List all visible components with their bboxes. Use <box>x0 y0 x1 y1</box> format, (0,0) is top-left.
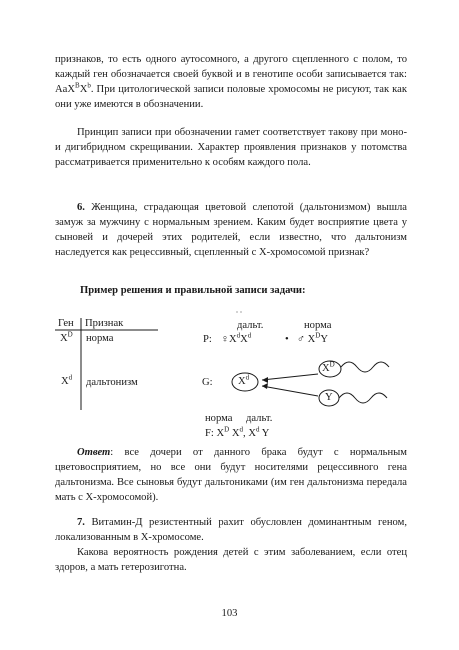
answer-label: Ответ <box>77 447 111 458</box>
table-header-trait: Признак <box>85 318 124 329</box>
gamete-male-xd: $X^D$ <box>322 360 335 374</box>
f-offspring: F: $X^D$ $X^d$, $X^d$ Y <box>205 425 270 439</box>
label-colorblind-parent: дальт. <box>237 320 264 331</box>
cross-dot: • <box>285 334 289 345</box>
p-label: P: <box>203 334 212 345</box>
label-normal-parent: норма <box>304 320 332 331</box>
male-genotype: ♂ $X^DY$ <box>297 331 328 345</box>
male-icon: ♂ <box>297 334 305 345</box>
table-gene-recessive: $X^d$ <box>61 373 73 387</box>
g-label: G: <box>202 377 213 388</box>
table-trait-colorblind: дальтонизм <box>86 377 138 388</box>
table-header-gene: Ген <box>58 318 74 329</box>
page-number: 103 <box>221 608 238 619</box>
label-offspring-normal: норма <box>205 413 233 424</box>
gamete-male-y: Y <box>325 392 333 403</box>
task-7-question: Какова вероятность рождения детей с этим заболеванием, если отец здоров, а мать гетерозиготна. <box>55 547 407 573</box>
example-heading: Пример решения и правильной записи задачи: <box>80 285 306 296</box>
task-6-number: 6. <box>77 202 85 213</box>
female-icon: ♀ <box>221 334 229 345</box>
table-gene-dominant: $X^D$ <box>60 330 73 344</box>
task-7-number: 7. <box>77 517 85 528</box>
task-7: 7. Витамин-Д резистентный рахит обусловлен доминантным геном, локализованным в Х-хромосоме. <box>55 517 407 543</box>
paragraph-genotype-notation: признаков, то есть одного аутосомного, а другого сцепленного с полом, то каждый ген обозначается своей буквой и в генотипе особи записывается так: $AaX^BX^b$. При цитологической записи половые хромосомы не рисуют, так как они уже имеются в обозначении. <box>55 54 407 110</box>
paragraph-gamete-principle: Принцип записи при обозначении гамет соответствует такову при моно- и дигибридном скрещивании. Характер проявления признаков у потомства рассматривается применительно к особям каждого пола. <box>55 127 407 168</box>
label-offspring-colorblind: дальт. <box>246 413 273 424</box>
female-genotype: $♀X^dX^d$ <box>221 331 252 345</box>
gamete-female: $X^d$ <box>238 373 250 387</box>
answer: Ответ: все дочери от данного брака будут с нормальным цветовосприятием, но все они будут носителями рецессивного гена дальтонизма. Все сыновья будут дальтониками (им ген дальтонизма передала мать с Х-хромосомой). <box>55 447 407 503</box>
table-trait-normal: норма <box>86 333 114 344</box>
task-6: 6. Женщина, страдающая цветовой слепотой (дальтонизмом) вышла замуж за мужчину с нормальным зрением. Каким будет восприятие цвета у сыновей и дочерей этих родителей, если известно, что дальтонизм наследуется как рецессивный, сцепленный с Х-хромосомой признак? <box>55 202 407 258</box>
